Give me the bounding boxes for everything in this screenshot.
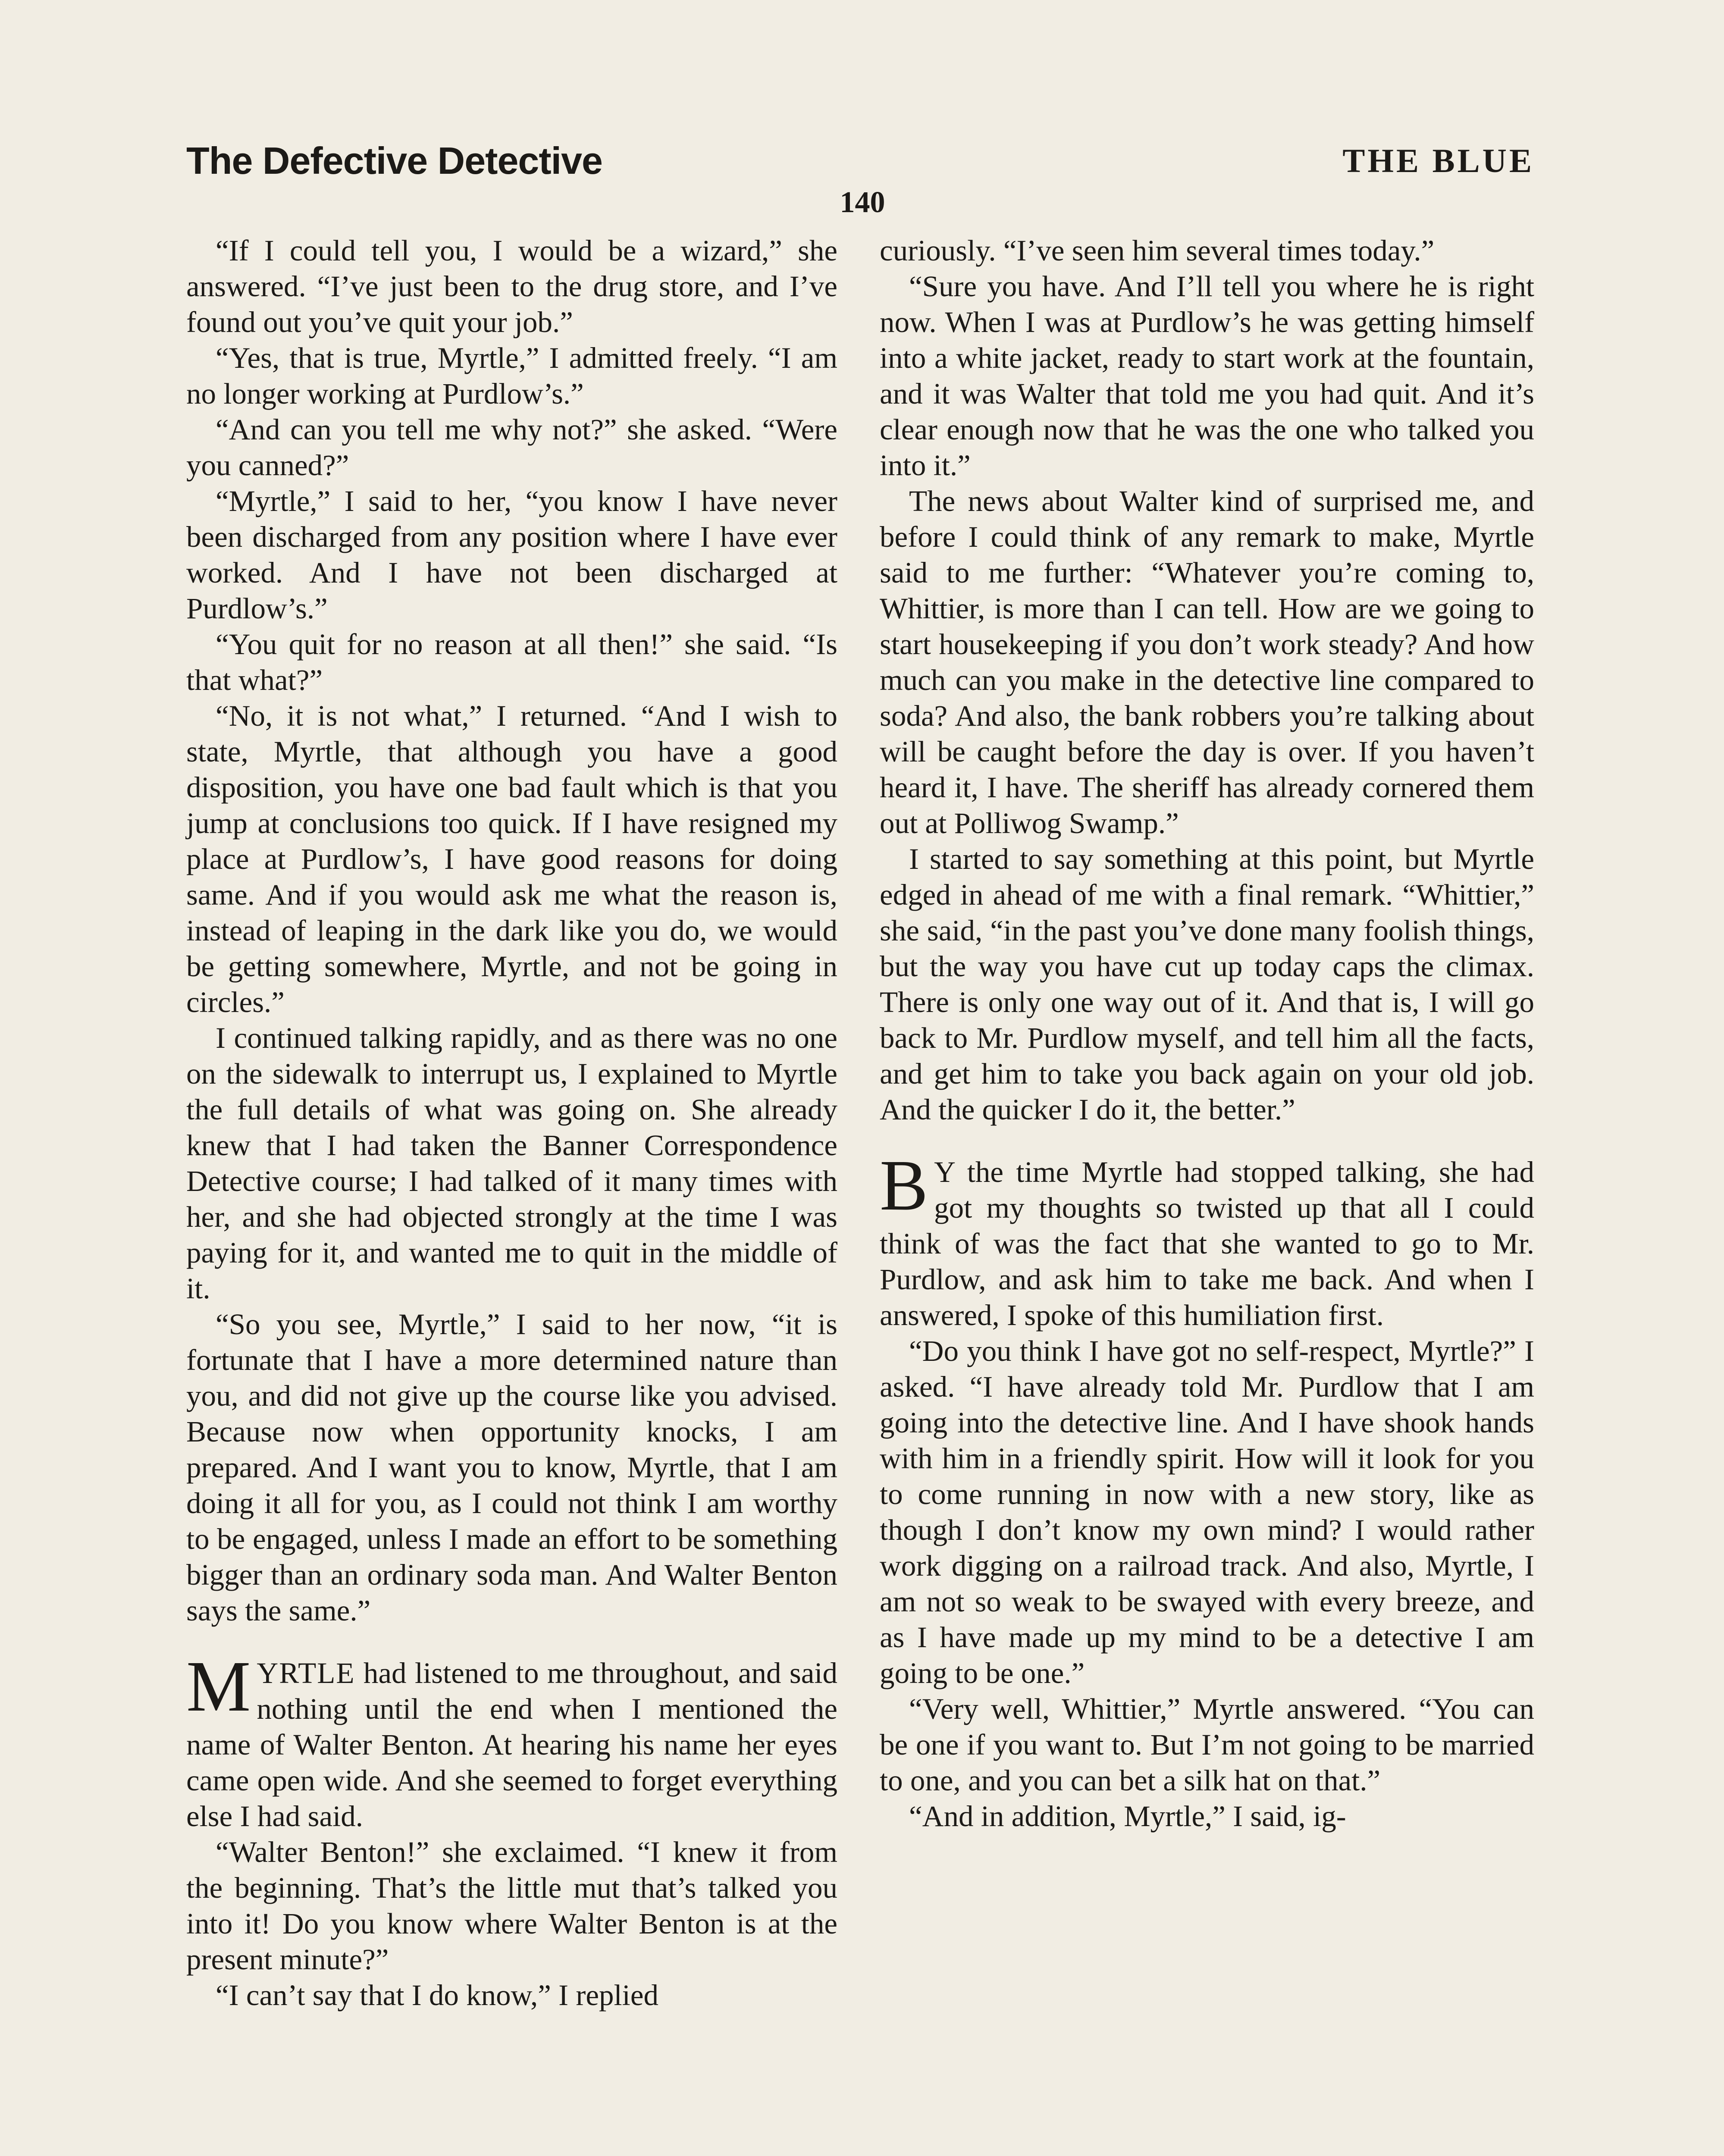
paragraph: I continued talking rapidly, and as there was no one on the sidewalk to interrupt us, I explained to Myrtle the full details of what was going on. She already knew that I had taken the Banner Correspondence Detective course; I had talked of it many times with her, and she had objected strongly at the time I was paying for it, and wanted me to quit in the middle of it.: [186, 1022, 837, 1305]
section-paragraph: [880, 1145, 1534, 1333]
paragraph: curiously. “I’ve seen him several times today.”: [880, 234, 1435, 267]
paragraph: “Sure you have. And I’ll tell you where he is right now. When I was at Purdlow’s he was getting himself into a white jacket, ready to start work at the fountain, and it was Walter that told me you had quit. And it’s clear enough now that he was the one who talked you into it.”: [880, 270, 1534, 482]
paragraph: “And in addition, Myrtle,” I said, ig-: [909, 1800, 1346, 1833]
small-caps-lead: YRTLE: [257, 1657, 355, 1689]
right-column: [880, 233, 1534, 1834]
paragraph-text: Y the time Myrtle had stopped talking, she had got my thoughts so twisted up that all I could think of was the fact that she wanted to go to Mr. Purdlow, and ask him to take me back. And when I answered, I spoke of this humiliation first.: [880, 1156, 1534, 1332]
section-paragraph: [186, 1646, 837, 1834]
paragraph: I started to say something at this point, but Myrtle edged in ahead of me with a final remark. “Whittier,” she said, “in the past you’ve done many foolish things, but the way you have cut up today caps the climax. There is only one way out of it. And that is, I will go back to Mr. Purdlow myself, and tell him all the facts, and get him to take you back again on your old job. And the quicker I do it, the better.”: [880, 843, 1534, 1126]
paragraph: “And can you tell me why not?” she asked. “Were you canned?”: [186, 413, 837, 482]
left-column: [186, 233, 837, 2013]
paragraph: “Do you think I have got no self-respect, Myrtle?” I asked. “I have already told Mr. Purdlow that I am going into the detective line. And I have shook hands with him in a friendly spirit. How will it look for you to come running in now with a new story, like as though I don’t know my own mind? I would rather work digging on a railroad track. And also, Myrtle, I am not so weak to be swayed with every breeze, and as I have made up my mind to be a detective I am going to be one.”: [880, 1335, 1534, 1689]
paragraph: “If I could tell you, I would be a wizard,” she answered. “I’ve just been to the drug store, and I’ve found out you’ve quit your job.”: [186, 234, 837, 338]
paragraph: “Walter Benton!” she exclaimed. “I knew it from the beginning. That’s the little mut that’s talked you into it! Do you know where Walter Benton is at the present minute?”: [186, 1836, 837, 1976]
paragraph: “Yes, that is true, Myrtle,” I admitted freely. “I am no longer working at Purdlow’s.”: [186, 342, 837, 410]
paragraph: “Myrtle,” I said to her, “you know I have never been discharged from any position where I have ever worked. And I have not been discharged at Purdlow’s.”: [186, 485, 837, 625]
paragraph: The news about Walter kind of surprised me, and before I could think of any remark to make, Myrtle said to me further: “Whatever you’re coming to, Whittier, is more than I can tell. How are we going to start housekeeping if you don’t work steady? And how much can you make in the detective line compared to soda? And also, the bank robbers you’re talking about will be caught before the day is over. If you haven’t heard it, I have. The sheriff has already cornered them out at Polliwog Swamp.”: [880, 485, 1534, 840]
paragraph: “No, it is not what,” I returned. “And I wish to state, Myrtle, that although you have a good disposition, you have one bad fault which is that you jump at conclusions too quick. If I have resigned my place at Purdlow’s, I have good reasons for doing same. And if you would ask me what the reason is, instead of leaping in the dark like you do, we would be getting somewhere, Myrtle, and not be going in circles.”: [186, 699, 837, 1018]
paragraph: “So you see, Myrtle,” I said to her now, “it is fortunate that I have a more determined nature than you, and did not give up the course like you advised. Because now when opportunity knocks, I am prepared. And I want you to know, Myrtle, that I am doing it all for you, as I could not think I am worthy to be engaged, unless I made an effort to be something bigger than an ordinary soda man. And Walter Benton says the same.”: [186, 1308, 837, 1627]
magazine-name: THE BLUE: [1342, 142, 1534, 179]
paragraph: “You quit for no reason at all then!” she said. “Is that what?”: [186, 628, 837, 696]
paragraph: “I can’t say that I do know,” I replied: [216, 1979, 658, 2012]
story-title: The Defective Detective: [186, 139, 602, 182]
drop-cap: M: [186, 1646, 251, 1727]
page-number: 140: [840, 186, 885, 219]
paragraph-text: had listened to me throughout, and said nothing until the end when I mentioned the name of Walter Benton. At hearing his name her eyes came open wide. And she seemed to forget everything else I had said.: [186, 1657, 837, 1833]
drop-cap: B: [880, 1145, 928, 1225]
paragraph: “Very well, Whittier,” Myrtle answered. “You can be one if you want to. But I’m not going to be married to one, and you can bet a silk hat on that.”: [880, 1692, 1534, 1797]
